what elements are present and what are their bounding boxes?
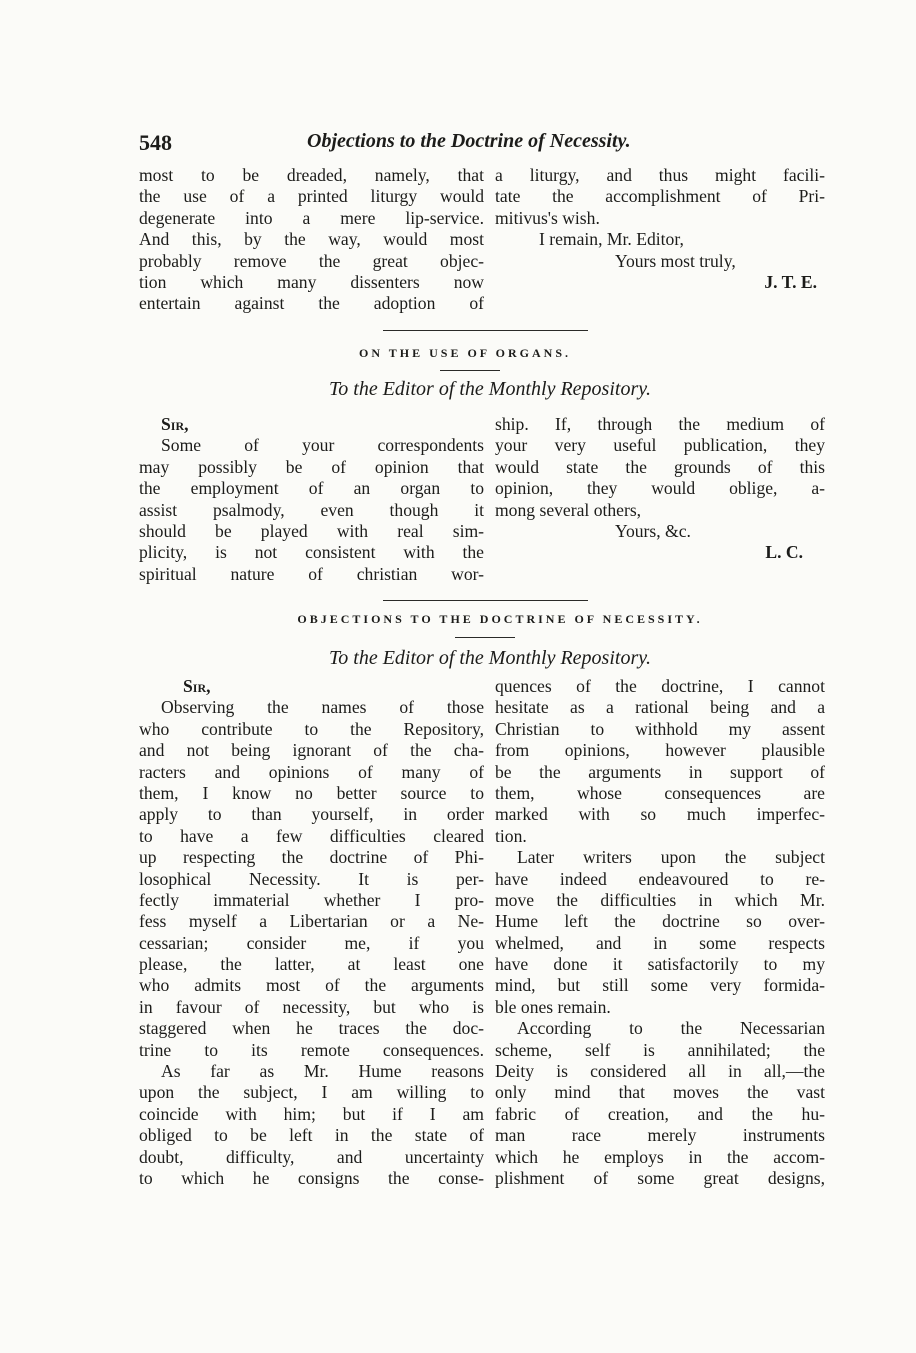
- text-line: spiritual nature of christian wor-: [139, 563, 484, 584]
- text-line: mong several others,: [495, 499, 642, 520]
- text-line: fabric of creation, and the hu-: [495, 1103, 825, 1124]
- text-line: man race merely instruments: [495, 1125, 825, 1146]
- text-line: obliged to be left in the state of: [139, 1125, 484, 1146]
- text-line: opinion, they would oblige, a-: [495, 478, 825, 499]
- text-line: As far as Mr. Hume reasons: [161, 1061, 484, 1082]
- text-line: mind, but still some very formida-: [495, 975, 825, 996]
- running-head: [139, 130, 829, 156]
- closing-line: I remain, Mr. Editor,: [539, 229, 684, 250]
- text-line: And this, by the way, would most: [139, 229, 484, 250]
- text-line: tate the accomplishment of Pri-: [495, 186, 825, 207]
- text-line: and not being ignorant of the cha-: [139, 740, 484, 761]
- section-subheading: To the Editor of the Monthly Repository.: [328, 378, 652, 400]
- text-line: degenerate into a mere lip-service.: [139, 207, 484, 228]
- text-line: plicity, is not consistent with the: [139, 542, 484, 563]
- section2-left-column: [139, 414, 484, 585]
- salutation: Sir,: [183, 676, 211, 696]
- text-line: them, whose consequences are: [495, 782, 825, 803]
- section-heading: ON THE USE OF ORGANS.: [358, 346, 572, 360]
- text-line: coincide with him; but if I am: [139, 1103, 484, 1124]
- text-line: please, the latter, at least one: [139, 954, 484, 975]
- text-line: hesitate as a rational being and a: [495, 697, 825, 718]
- text-line: cessarian; consider me, if you: [139, 932, 484, 953]
- valediction: Yours most truly,: [615, 250, 736, 271]
- text-line: who contribute to the Repository,: [139, 718, 484, 739]
- heading-rule: [440, 370, 500, 371]
- section3-left-column: [139, 676, 484, 1189]
- section-subheading: To the Editor of the Monthly Repository.: [328, 647, 652, 669]
- text-line: plishment of some great designs,: [495, 1167, 825, 1188]
- page-number: 548: [139, 130, 172, 155]
- text-line: ship. If, through the medium of: [495, 414, 825, 434]
- text-line: them, I know no better source to: [139, 782, 484, 803]
- section-heading: OBJECTIONS TO THE DOCTRINE OF NECESSITY.: [297, 612, 703, 626]
- text-line: up respecting the doctrine of Phi-: [139, 847, 484, 868]
- text-line: from opinions, however plausible: [495, 740, 825, 761]
- text-line: According to the Necessarian: [517, 1018, 825, 1039]
- text-line: may possibly be of opinion that: [139, 456, 484, 477]
- text-line: the use of a printed liturgy would: [139, 186, 484, 207]
- text-line: entertain against the adoption of: [139, 293, 484, 314]
- section2-right-column: [495, 414, 825, 564]
- text-line: mitivus's wish.: [495, 207, 600, 228]
- text-line: fess myself a Libertarian or a Ne-: [139, 911, 484, 932]
- text-line: doubt, difficulty, and uncertainty: [139, 1146, 484, 1167]
- text-line: probably remove the great objec-: [139, 250, 484, 271]
- text-line: should be played with real sim-: [139, 520, 484, 541]
- text-line: fectly immaterial whether I pro-: [139, 889, 484, 910]
- letter1-right-column: [495, 165, 825, 293]
- text-line: racters and opinions of many of: [139, 761, 484, 782]
- text-line: upon the subject, I am willing to: [139, 1082, 484, 1103]
- text-line: only mind that moves the vast: [495, 1082, 825, 1103]
- section-divider: [383, 330, 588, 331]
- text-line: tion which many dissenters now: [139, 271, 484, 292]
- text-line: staggered when he traces the doc-: [139, 1018, 484, 1039]
- text-line: whelmed, and in some respects: [495, 932, 825, 953]
- heading-rule: [455, 637, 515, 638]
- signature: L. C.: [765, 542, 803, 563]
- text-line: Some of your correspondents: [161, 435, 484, 456]
- valediction: Yours, &c.: [615, 520, 691, 541]
- section-divider: [383, 600, 588, 601]
- section3-right-column: [495, 676, 825, 1189]
- text-line: scheme, self is annihilated; the: [495, 1039, 825, 1060]
- running-title: Objections to the Doctrine of Necessity.: [307, 130, 631, 152]
- text-line: assist psalmody, even though it: [139, 499, 484, 520]
- text-line: would state the grounds of this: [495, 456, 825, 477]
- text-line: quences of the doctrine, I cannot: [495, 676, 825, 696]
- text-line: to which he consigns the conse-: [139, 1167, 484, 1188]
- text-line: most to be dreaded, namely, that: [139, 165, 484, 185]
- salutation: Sir,: [161, 414, 189, 434]
- text-line: have done it satisfactorily to my: [495, 954, 825, 975]
- text-line: which he employs in the accom-: [495, 1146, 825, 1167]
- text-line: ble ones remain.: [495, 996, 611, 1017]
- text-line: tion.: [495, 825, 527, 846]
- text-line: have indeed endeavoured to re-: [495, 868, 825, 889]
- text-line: in favour of necessity, but who is: [139, 996, 484, 1017]
- text-line: who admits most of the arguments: [139, 975, 484, 996]
- text-line: to have a few difficulties cleared: [139, 825, 484, 846]
- text-line: move the difficulties in which Mr.: [495, 889, 825, 910]
- text-line: trine to its remote consequences.: [139, 1039, 484, 1060]
- text-line: Deity is considered all in all,—the: [495, 1061, 825, 1082]
- text-line: Hume left the doctrine so over-: [495, 911, 825, 932]
- text-line: marked with so much imperfec-: [495, 804, 825, 825]
- text-line: be the arguments in support of: [495, 761, 825, 782]
- text-line: apply to than yourself, in order: [139, 804, 484, 825]
- text-line: the employment of an organ to: [139, 478, 484, 499]
- letter1-left-column: [139, 165, 484, 315]
- text-line: your very useful publication, they: [495, 435, 825, 456]
- text-line: Observing the names of those: [161, 697, 484, 718]
- signature: J. T. E.: [764, 271, 817, 292]
- text-line: Christian to withhold my assent: [495, 718, 825, 739]
- text-line: Later writers upon the subject: [517, 847, 825, 868]
- text-line: a liturgy, and thus might facili-: [495, 165, 825, 185]
- text-line: losophical Necessity. It is per-: [139, 868, 484, 889]
